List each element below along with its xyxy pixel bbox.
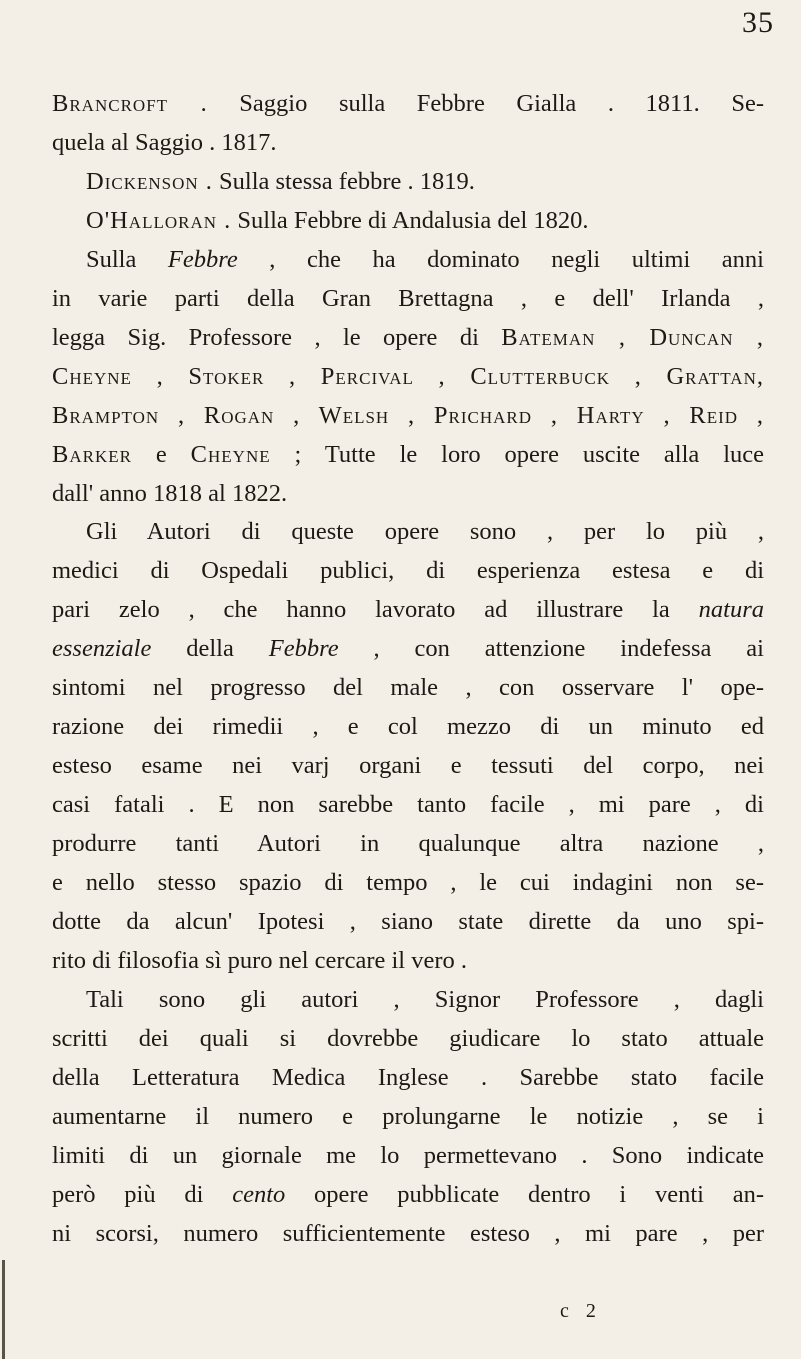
text-line: [52, 440, 764, 470]
text-line: [52, 89, 764, 119]
text-line: [52, 712, 764, 742]
margin-line: [2, 1260, 5, 1359]
text-span: natura: [698, 596, 764, 624]
text-line: [52, 751, 764, 781]
text-line: [52, 1141, 764, 1171]
text-span: Gli Autori di queste opere sono , per lo più ,: [86, 518, 764, 546]
text-line: [52, 1024, 764, 1054]
text-line: [52, 479, 764, 509]
text-span: Sulla: [86, 245, 168, 273]
text-span: Dickenson .: [86, 167, 213, 195]
text-span: Cheyne , Stoker , Percival , Clutterbuck , Grattan,: [52, 362, 764, 390]
signature-mark: c 2: [560, 1300, 602, 1322]
text-span: ni scorsi, numero sufficientemente esteso , mi pare , per: [52, 1219, 764, 1247]
text-span: Bateman , Duncan ,: [501, 323, 764, 351]
text-span: opere pubblicate dentro i venti an-: [285, 1180, 764, 1208]
text-line: [52, 401, 764, 431]
text-line: [52, 362, 764, 392]
text-span: pari zelo , che hanno lavorato ad illustrare la: [52, 596, 699, 624]
text-span: scritti dei quali si dovrebbe giudicare lo stato attuale: [52, 1024, 764, 1052]
text-line: [52, 556, 764, 586]
text-line: [52, 1180, 764, 1210]
text-span: e: [131, 440, 191, 468]
text-span: cento: [232, 1180, 286, 1208]
text-span: casi fatali . E non sarebbe tanto facile , mi pare , di: [52, 791, 764, 819]
text-line: [52, 673, 764, 703]
text-span: Febbre: [167, 245, 238, 273]
text-line: [52, 595, 764, 625]
text-line: [52, 946, 764, 976]
text-span: essenziale: [52, 635, 152, 663]
text-line: [52, 1063, 764, 1093]
text-line: [86, 245, 764, 275]
text-span: Febbre: [268, 635, 339, 663]
text-line: [52, 1219, 764, 1249]
text-span: esteso esame nei varj organi e tessuti del corpo, nei: [52, 752, 764, 780]
text-span: quela al Saggio . 1817.: [52, 128, 277, 156]
text-line: [52, 907, 764, 937]
text-span: dall' anno 1818 al 1822.: [52, 479, 288, 507]
text-span: razione dei rimedii , e col mezzo di un minuto ed: [52, 713, 764, 741]
text-line: [86, 517, 764, 547]
text-span: Brampton , Rogan , Welsh , Prichard , Harty , Reid ,: [52, 401, 764, 429]
text-span: Barker: [52, 440, 132, 468]
text-span: però più di: [52, 1180, 233, 1208]
text-span: e nello stesso spazio di tempo , le cui indagini non se-: [52, 869, 764, 896]
text-line: [52, 1102, 764, 1132]
text-line: [52, 128, 764, 158]
text-span: Tali sono gli autori , Signor Professore , dagli: [86, 985, 764, 1013]
text-span: medici di Ospedali publici, di esperienza estesa e di: [52, 557, 764, 585]
text-span: Saggio sulla Febbre Gialla . 1811. Se-: [207, 90, 764, 117]
text-span: limiti di un giornale me lo permettevano . Sono indicate: [52, 1141, 764, 1169]
text-line: [86, 206, 764, 236]
text-span: ; Tutte le loro opere uscite alla luce: [270, 440, 764, 468]
text-span: , con attenzione indefessa ai: [338, 635, 764, 663]
text-span: , che ha dominato negli ultimi anni: [237, 245, 764, 273]
text-span: O'Halloran .: [86, 206, 232, 234]
text-line: [86, 167, 764, 197]
text-line: [52, 323, 764, 353]
text-span: Cheyne: [190, 440, 271, 468]
text-span: produrre tanti Autori in qualunque altra nazione ,: [52, 830, 764, 858]
text-span: della Letteratura Medica Inglese . Sarebbe stato facile: [52, 1063, 764, 1091]
text-line: [52, 868, 764, 898]
text-span: Sulla stessa febbre . 1819.: [212, 167, 475, 195]
text-line: [52, 634, 764, 664]
text-span: rito di filosofia sì puro nel cercare il vero .: [52, 946, 467, 974]
text-span: in varie parti della Gran Brettagna , e dell' Irlanda ,: [52, 284, 764, 312]
text-span: della: [151, 635, 269, 663]
text-line: [86, 985, 764, 1015]
text-span: aumentarne il numero e prolungarne le notizie , se i: [52, 1102, 764, 1130]
page-number: 35: [742, 6, 774, 39]
text-line: [52, 284, 764, 314]
text-span: Brancroft .: [52, 90, 208, 117]
text-span: dotte da alcun' Ipotesi , siano state dirette da uno spi-: [52, 907, 764, 935]
text-line: [52, 790, 764, 820]
text-span: sintomi nel progresso del male , con osservare l' ope-: [52, 674, 764, 702]
text-span: Sulla Febbre di Andalusia del 1820.: [231, 206, 589, 234]
text-span: legga Sig. Professore , le opere di: [52, 323, 502, 351]
text-line: [52, 829, 764, 859]
